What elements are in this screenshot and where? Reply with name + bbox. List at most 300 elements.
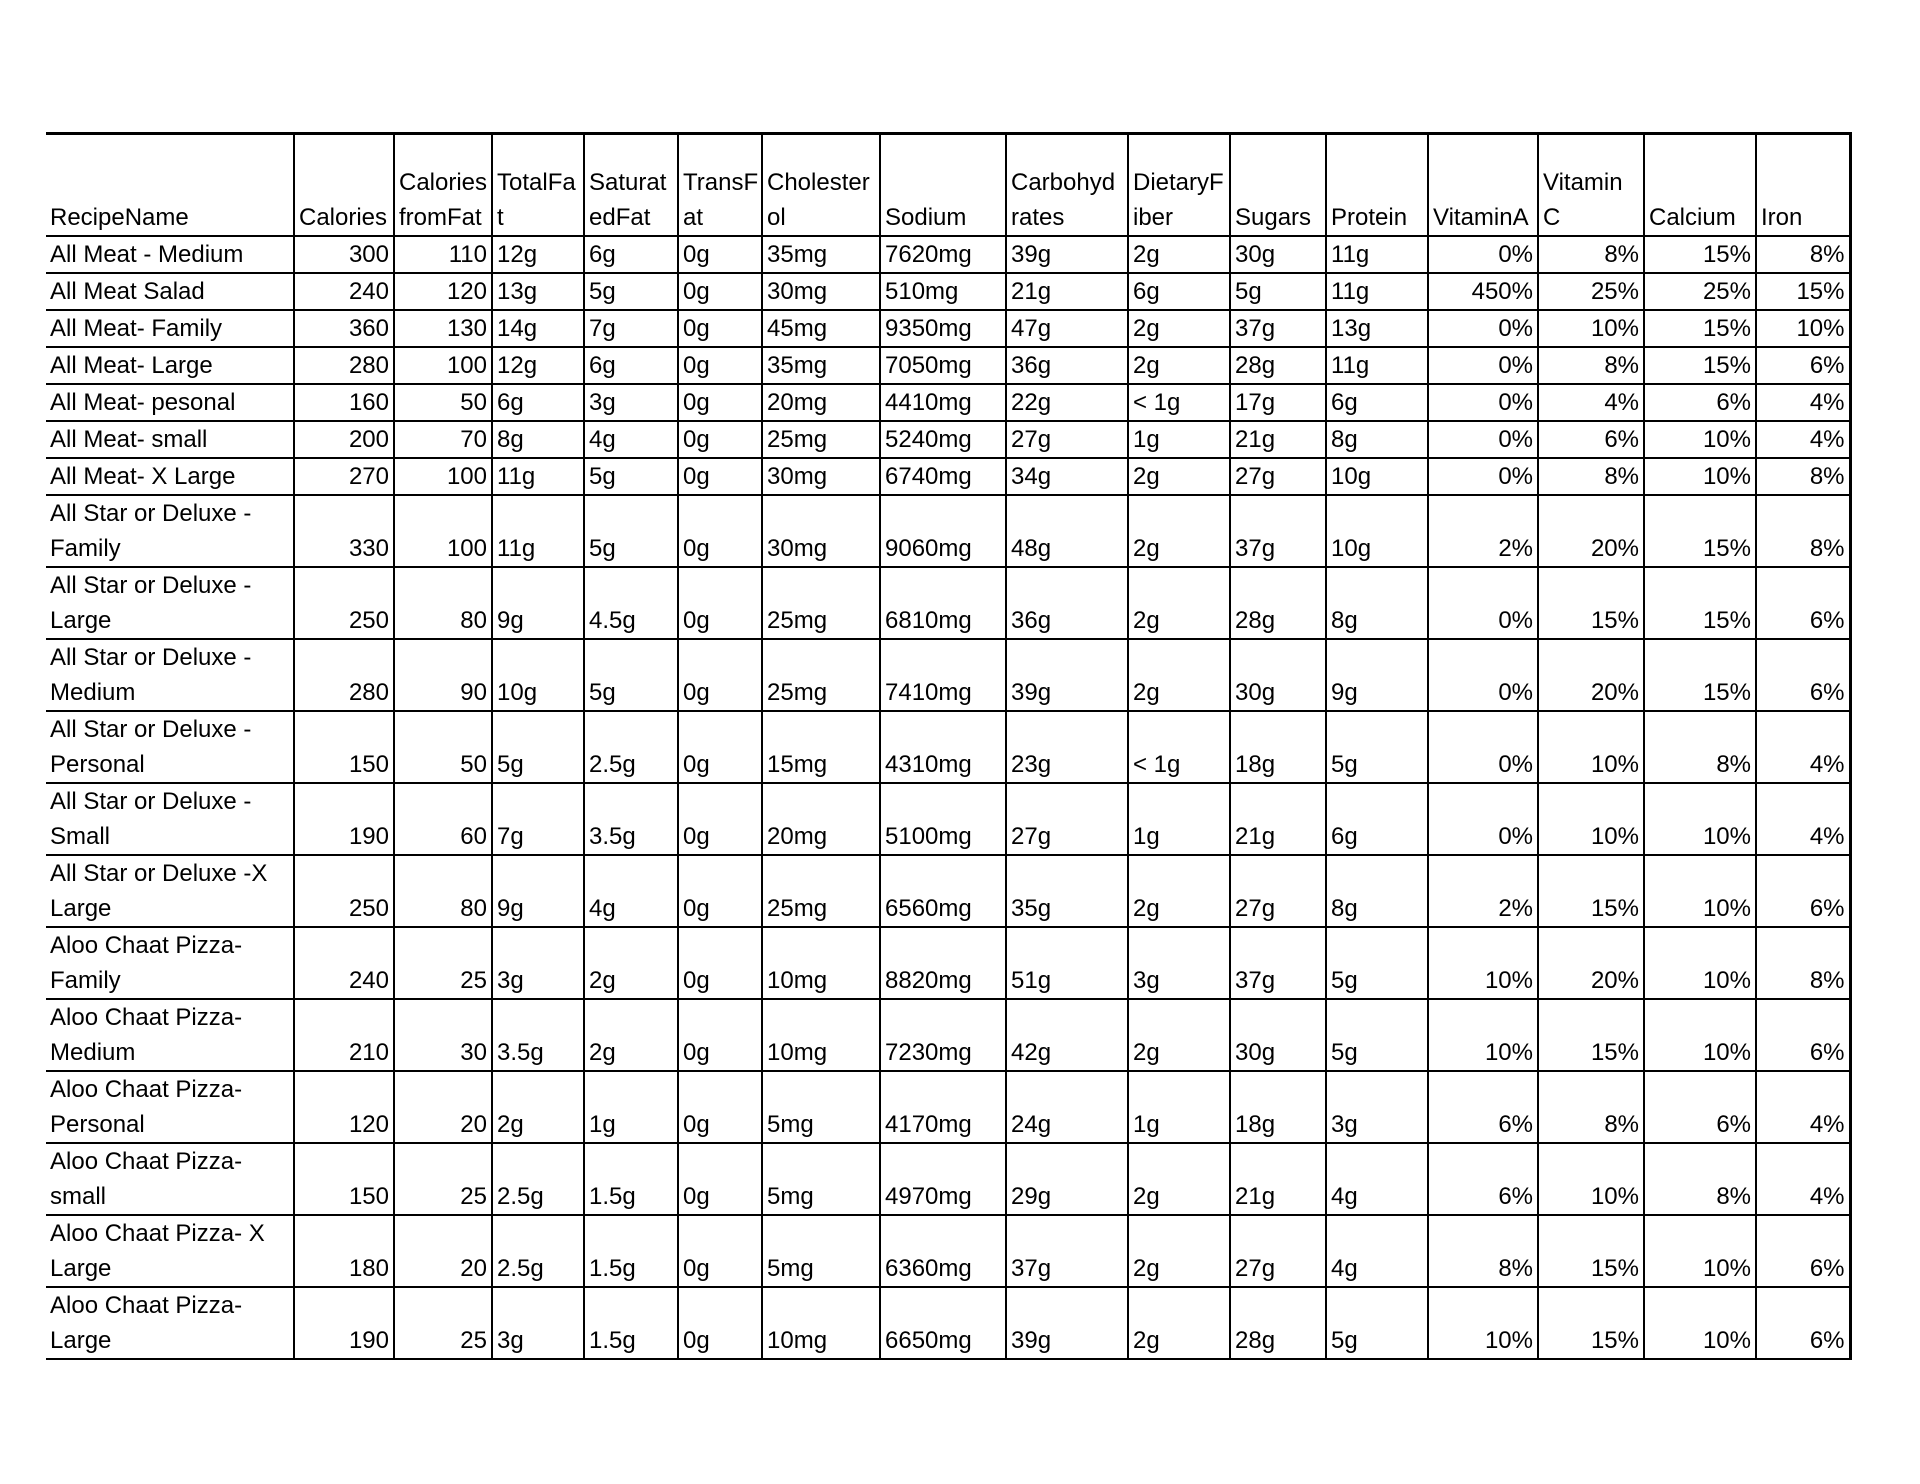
cell-saturated-fat: 6g bbox=[584, 347, 678, 384]
cell-sodium: 5240mg bbox=[880, 421, 1006, 458]
cell-protein: 6g bbox=[1326, 783, 1428, 855]
cell-recipe-name: All Meat- small bbox=[46, 421, 294, 458]
table-row bbox=[46, 1071, 1850, 1143]
cell-sodium: 4170mg bbox=[880, 1071, 1006, 1143]
cell-recipe-name: All Star or Deluxe -X Large bbox=[46, 855, 294, 927]
cell-iron: 4% bbox=[1756, 421, 1850, 458]
cell-trans-fat: 0g bbox=[678, 310, 762, 347]
table-row bbox=[46, 783, 1850, 855]
cell-carbohydrates: 29g bbox=[1006, 1143, 1128, 1215]
cell-sugars: 37g bbox=[1230, 310, 1326, 347]
cell-vitamin-c: 20% bbox=[1538, 927, 1644, 999]
cell-cholesterol: 10mg bbox=[762, 999, 880, 1071]
cell-calcium: 6% bbox=[1644, 1071, 1756, 1143]
cell-calories-from-fat: 20 bbox=[394, 1071, 492, 1143]
cell-calories: 240 bbox=[294, 273, 394, 310]
cell-vitamin-a: 0% bbox=[1428, 458, 1538, 495]
cell-calories: 250 bbox=[294, 855, 394, 927]
cell-calories-from-fat: 100 bbox=[394, 458, 492, 495]
table-row bbox=[46, 273, 1850, 310]
cell-total-fat: 12g bbox=[492, 347, 584, 384]
cell-calories-from-fat: 50 bbox=[394, 384, 492, 421]
cell-trans-fat: 0g bbox=[678, 927, 762, 999]
cell-recipe-name: All Star or Deluxe - Small bbox=[46, 783, 294, 855]
cell-recipe-name: Aloo Chaat Pizza- Personal bbox=[46, 1071, 294, 1143]
column-header-total-fat: TotalFa t bbox=[492, 134, 584, 237]
cell-carbohydrates: 36g bbox=[1006, 347, 1128, 384]
cell-dietary-fiber: 1g bbox=[1128, 1071, 1230, 1143]
cell-sugars: 5g bbox=[1230, 273, 1326, 310]
cell-vitamin-c: 15% bbox=[1538, 1215, 1644, 1287]
cell-trans-fat: 0g bbox=[678, 855, 762, 927]
nutrition-table-sheet bbox=[46, 132, 1850, 1360]
cell-cholesterol: 15mg bbox=[762, 711, 880, 783]
cell-protein: 9g bbox=[1326, 639, 1428, 711]
cell-carbohydrates: 22g bbox=[1006, 384, 1128, 421]
column-header-dietary-fiber: DietaryF iber bbox=[1128, 134, 1230, 237]
cell-iron: 15% bbox=[1756, 273, 1850, 310]
cell-carbohydrates: 39g bbox=[1006, 1287, 1128, 1359]
cell-iron: 6% bbox=[1756, 639, 1850, 711]
cell-saturated-fat: 1.5g bbox=[584, 1215, 678, 1287]
cell-calories: 240 bbox=[294, 927, 394, 999]
table-row bbox=[46, 1215, 1850, 1287]
cell-sodium: 4970mg bbox=[880, 1143, 1006, 1215]
cell-saturated-fat: 5g bbox=[584, 495, 678, 567]
cell-calories-from-fat: 25 bbox=[394, 927, 492, 999]
cell-dietary-fiber: 1g bbox=[1128, 421, 1230, 458]
cell-sodium: 8820mg bbox=[880, 927, 1006, 999]
cell-recipe-name: Aloo Chaat Pizza- Family bbox=[46, 927, 294, 999]
cell-cholesterol: 35mg bbox=[762, 347, 880, 384]
cell-cholesterol: 10mg bbox=[762, 927, 880, 999]
cell-carbohydrates: 21g bbox=[1006, 273, 1128, 310]
cell-calories-from-fat: 80 bbox=[394, 567, 492, 639]
cell-protein: 5g bbox=[1326, 927, 1428, 999]
cell-cholesterol: 30mg bbox=[762, 458, 880, 495]
cell-saturated-fat: 3g bbox=[584, 384, 678, 421]
cell-recipe-name: All Meat Salad bbox=[46, 273, 294, 310]
cell-vitamin-a: 450% bbox=[1428, 273, 1538, 310]
table-row bbox=[46, 1287, 1850, 1359]
cell-protein: 8g bbox=[1326, 567, 1428, 639]
cell-dietary-fiber: 2g bbox=[1128, 1215, 1230, 1287]
cell-dietary-fiber: 2g bbox=[1128, 458, 1230, 495]
cell-saturated-fat: 2g bbox=[584, 999, 678, 1071]
cell-cholesterol: 25mg bbox=[762, 421, 880, 458]
cell-calories: 300 bbox=[294, 236, 394, 273]
cell-calories: 200 bbox=[294, 421, 394, 458]
cell-protein: 5g bbox=[1326, 711, 1428, 783]
cell-total-fat: 3g bbox=[492, 927, 584, 999]
cell-sugars: 27g bbox=[1230, 1215, 1326, 1287]
cell-carbohydrates: 34g bbox=[1006, 458, 1128, 495]
cell-saturated-fat: 5g bbox=[584, 458, 678, 495]
table-row bbox=[46, 384, 1850, 421]
cell-calcium: 15% bbox=[1644, 495, 1756, 567]
cell-saturated-fat: 2.5g bbox=[584, 711, 678, 783]
cell-protein: 8g bbox=[1326, 855, 1428, 927]
cell-saturated-fat: 4g bbox=[584, 421, 678, 458]
cell-calcium: 10% bbox=[1644, 421, 1756, 458]
cell-recipe-name: All Star or Deluxe - Large bbox=[46, 567, 294, 639]
cell-sodium: 6650mg bbox=[880, 1287, 1006, 1359]
cell-sodium: 7620mg bbox=[880, 236, 1006, 273]
cell-protein: 4g bbox=[1326, 1143, 1428, 1215]
cell-calcium: 10% bbox=[1644, 855, 1756, 927]
cell-total-fat: 13g bbox=[492, 273, 584, 310]
cell-sugars: 30g bbox=[1230, 999, 1326, 1071]
cell-sugars: 21g bbox=[1230, 783, 1326, 855]
cell-total-fat: 6g bbox=[492, 384, 584, 421]
cell-cholesterol: 20mg bbox=[762, 783, 880, 855]
cell-vitamin-c: 8% bbox=[1538, 1071, 1644, 1143]
cell-vitamin-c: 10% bbox=[1538, 711, 1644, 783]
cell-calories: 180 bbox=[294, 1215, 394, 1287]
cell-calcium: 10% bbox=[1644, 927, 1756, 999]
cell-saturated-fat: 1.5g bbox=[584, 1143, 678, 1215]
cell-recipe-name: All Meat- Family bbox=[46, 310, 294, 347]
cell-vitamin-c: 25% bbox=[1538, 273, 1644, 310]
cell-iron: 6% bbox=[1756, 1215, 1850, 1287]
cell-trans-fat: 0g bbox=[678, 783, 762, 855]
table-row bbox=[46, 711, 1850, 783]
table-row bbox=[46, 236, 1850, 273]
cell-carbohydrates: 42g bbox=[1006, 999, 1128, 1071]
cell-calories-from-fat: 80 bbox=[394, 855, 492, 927]
cell-saturated-fat: 2g bbox=[584, 927, 678, 999]
cell-iron: 10% bbox=[1756, 310, 1850, 347]
cell-protein: 3g bbox=[1326, 1071, 1428, 1143]
cell-calories-from-fat: 60 bbox=[394, 783, 492, 855]
cell-calories: 280 bbox=[294, 347, 394, 384]
cell-calories: 270 bbox=[294, 458, 394, 495]
cell-sodium: 6740mg bbox=[880, 458, 1006, 495]
cell-sodium: 7050mg bbox=[880, 347, 1006, 384]
cell-total-fat: 2g bbox=[492, 1071, 584, 1143]
cell-sodium: 4310mg bbox=[880, 711, 1006, 783]
cell-trans-fat: 0g bbox=[678, 458, 762, 495]
column-header-vitamin-a: VitaminA bbox=[1428, 134, 1538, 237]
cell-recipe-name: All Meat - Medium bbox=[46, 236, 294, 273]
cell-calories-from-fat: 30 bbox=[394, 999, 492, 1071]
cell-recipe-name: All Meat- pesonal bbox=[46, 384, 294, 421]
cell-vitamin-a: 0% bbox=[1428, 711, 1538, 783]
cell-cholesterol: 25mg bbox=[762, 855, 880, 927]
cell-calcium: 15% bbox=[1644, 567, 1756, 639]
table-row bbox=[46, 347, 1850, 384]
cell-sugars: 17g bbox=[1230, 384, 1326, 421]
cell-sodium: 9060mg bbox=[880, 495, 1006, 567]
cell-vitamin-c: 20% bbox=[1538, 495, 1644, 567]
cell-iron: 4% bbox=[1756, 783, 1850, 855]
column-header-calories: Calories bbox=[294, 134, 394, 237]
cell-cholesterol: 30mg bbox=[762, 495, 880, 567]
cell-sodium: 7230mg bbox=[880, 999, 1006, 1071]
cell-carbohydrates: 23g bbox=[1006, 711, 1128, 783]
cell-dietary-fiber: 6g bbox=[1128, 273, 1230, 310]
cell-recipe-name: Aloo Chaat Pizza- small bbox=[46, 1143, 294, 1215]
cell-protein: 11g bbox=[1326, 273, 1428, 310]
cell-dietary-fiber: < 1g bbox=[1128, 384, 1230, 421]
cell-sugars: 27g bbox=[1230, 458, 1326, 495]
cell-cholesterol: 5mg bbox=[762, 1071, 880, 1143]
cell-cholesterol: 35mg bbox=[762, 236, 880, 273]
cell-trans-fat: 0g bbox=[678, 384, 762, 421]
cell-trans-fat: 0g bbox=[678, 1143, 762, 1215]
cell-cholesterol: 25mg bbox=[762, 567, 880, 639]
cell-trans-fat: 0g bbox=[678, 495, 762, 567]
cell-cholesterol: 25mg bbox=[762, 639, 880, 711]
cell-calcium: 10% bbox=[1644, 1287, 1756, 1359]
column-header-protein: Protein bbox=[1326, 134, 1428, 237]
cell-vitamin-c: 8% bbox=[1538, 347, 1644, 384]
cell-recipe-name: All Star or Deluxe - Personal bbox=[46, 711, 294, 783]
cell-recipe-name: All Star or Deluxe - Medium bbox=[46, 639, 294, 711]
cell-trans-fat: 0g bbox=[678, 567, 762, 639]
cell-vitamin-c: 15% bbox=[1538, 1287, 1644, 1359]
cell-total-fat: 2.5g bbox=[492, 1143, 584, 1215]
cell-calories-from-fat: 20 bbox=[394, 1215, 492, 1287]
cell-calories-from-fat: 100 bbox=[394, 495, 492, 567]
cell-protein: 5g bbox=[1326, 1287, 1428, 1359]
cell-trans-fat: 0g bbox=[678, 236, 762, 273]
table-row bbox=[46, 999, 1850, 1071]
cell-total-fat: 5g bbox=[492, 711, 584, 783]
cell-calcium: 6% bbox=[1644, 384, 1756, 421]
cell-vitamin-c: 15% bbox=[1538, 999, 1644, 1071]
cell-calcium: 10% bbox=[1644, 458, 1756, 495]
cell-vitamin-c: 10% bbox=[1538, 1143, 1644, 1215]
cell-carbohydrates: 24g bbox=[1006, 1071, 1128, 1143]
cell-vitamin-a: 0% bbox=[1428, 421, 1538, 458]
cell-recipe-name: All Star or Deluxe - Family bbox=[46, 495, 294, 567]
cell-total-fat: 7g bbox=[492, 783, 584, 855]
cell-dietary-fiber: 3g bbox=[1128, 927, 1230, 999]
cell-total-fat: 11g bbox=[492, 458, 584, 495]
cell-iron: 8% bbox=[1756, 236, 1850, 273]
cell-recipe-name: Aloo Chaat Pizza- Medium bbox=[46, 999, 294, 1071]
table-row bbox=[46, 927, 1850, 999]
cell-calories: 330 bbox=[294, 495, 394, 567]
column-header-trans-fat: TransF at bbox=[678, 134, 762, 237]
cell-dietary-fiber: 2g bbox=[1128, 1287, 1230, 1359]
column-header-sodium: Sodium bbox=[880, 134, 1006, 237]
cell-calcium: 8% bbox=[1644, 1143, 1756, 1215]
cell-vitamin-a: 0% bbox=[1428, 310, 1538, 347]
cell-protein: 11g bbox=[1326, 236, 1428, 273]
cell-iron: 4% bbox=[1756, 384, 1850, 421]
cell-vitamin-c: 10% bbox=[1538, 783, 1644, 855]
cell-cholesterol: 10mg bbox=[762, 1287, 880, 1359]
cell-calories: 120 bbox=[294, 1071, 394, 1143]
cell-dietary-fiber: 2g bbox=[1128, 567, 1230, 639]
cell-recipe-name: Aloo Chaat Pizza- Large bbox=[46, 1287, 294, 1359]
cell-dietary-fiber: 2g bbox=[1128, 310, 1230, 347]
cell-protein: 4g bbox=[1326, 1215, 1428, 1287]
cell-calories: 150 bbox=[294, 1143, 394, 1215]
cell-vitamin-c: 15% bbox=[1538, 855, 1644, 927]
cell-calories: 190 bbox=[294, 783, 394, 855]
cell-saturated-fat: 4.5g bbox=[584, 567, 678, 639]
column-header-calories-from-fat: Calories fromFat bbox=[394, 134, 492, 237]
cell-calcium: 10% bbox=[1644, 1215, 1756, 1287]
table-row bbox=[46, 1143, 1850, 1215]
cell-iron: 4% bbox=[1756, 1143, 1850, 1215]
cell-iron: 4% bbox=[1756, 711, 1850, 783]
cell-sugars: 30g bbox=[1230, 639, 1326, 711]
cell-total-fat: 9g bbox=[492, 567, 584, 639]
cell-calcium: 10% bbox=[1644, 783, 1756, 855]
cell-calcium: 15% bbox=[1644, 639, 1756, 711]
cell-calories: 360 bbox=[294, 310, 394, 347]
cell-carbohydrates: 39g bbox=[1006, 236, 1128, 273]
cell-carbohydrates: 27g bbox=[1006, 783, 1128, 855]
cell-trans-fat: 0g bbox=[678, 711, 762, 783]
cell-iron: 6% bbox=[1756, 1287, 1850, 1359]
cell-vitamin-c: 8% bbox=[1538, 458, 1644, 495]
cell-protein: 5g bbox=[1326, 999, 1428, 1071]
cell-sugars: 18g bbox=[1230, 1071, 1326, 1143]
cell-protein: 6g bbox=[1326, 384, 1428, 421]
table-row bbox=[46, 855, 1850, 927]
column-header-sugars: Sugars bbox=[1230, 134, 1326, 237]
cell-sodium: 9350mg bbox=[880, 310, 1006, 347]
cell-calories-from-fat: 90 bbox=[394, 639, 492, 711]
cell-sodium: 6810mg bbox=[880, 567, 1006, 639]
cell-sodium: 5100mg bbox=[880, 783, 1006, 855]
cell-protein: 10g bbox=[1326, 495, 1428, 567]
cell-vitamin-a: 0% bbox=[1428, 347, 1538, 384]
cell-dietary-fiber: 2g bbox=[1128, 495, 1230, 567]
cell-saturated-fat: 1g bbox=[584, 1071, 678, 1143]
cell-trans-fat: 0g bbox=[678, 639, 762, 711]
column-header-saturated-fat: Saturat edFat bbox=[584, 134, 678, 237]
table-row bbox=[46, 421, 1850, 458]
cell-calories-from-fat: 50 bbox=[394, 711, 492, 783]
cell-vitamin-a: 2% bbox=[1428, 855, 1538, 927]
cell-calories-from-fat: 25 bbox=[394, 1287, 492, 1359]
table-row bbox=[46, 458, 1850, 495]
cell-vitamin-a: 8% bbox=[1428, 1215, 1538, 1287]
cell-cholesterol: 5mg bbox=[762, 1143, 880, 1215]
cell-dietary-fiber: 2g bbox=[1128, 639, 1230, 711]
cell-iron: 8% bbox=[1756, 927, 1850, 999]
cell-vitamin-a: 6% bbox=[1428, 1143, 1538, 1215]
cell-saturated-fat: 1.5g bbox=[584, 1287, 678, 1359]
cell-vitamin-a: 10% bbox=[1428, 1287, 1538, 1359]
cell-sugars: 27g bbox=[1230, 855, 1326, 927]
cell-calories: 160 bbox=[294, 384, 394, 421]
table-row bbox=[46, 639, 1850, 711]
cell-carbohydrates: 37g bbox=[1006, 1215, 1128, 1287]
table-row bbox=[46, 567, 1850, 639]
table-row bbox=[46, 310, 1850, 347]
cell-sodium: 6560mg bbox=[880, 855, 1006, 927]
cell-carbohydrates: 39g bbox=[1006, 639, 1128, 711]
cell-calories-from-fat: 130 bbox=[394, 310, 492, 347]
cell-calcium: 15% bbox=[1644, 347, 1756, 384]
nutrition-table bbox=[46, 132, 1852, 1360]
cell-carbohydrates: 27g bbox=[1006, 421, 1128, 458]
cell-trans-fat: 0g bbox=[678, 273, 762, 310]
cell-total-fat: 12g bbox=[492, 236, 584, 273]
cell-trans-fat: 0g bbox=[678, 999, 762, 1071]
cell-trans-fat: 0g bbox=[678, 421, 762, 458]
cell-carbohydrates: 35g bbox=[1006, 855, 1128, 927]
cell-iron: 6% bbox=[1756, 855, 1850, 927]
cell-total-fat: 8g bbox=[492, 421, 584, 458]
cell-iron: 6% bbox=[1756, 347, 1850, 384]
cell-calories: 250 bbox=[294, 567, 394, 639]
cell-total-fat: 2.5g bbox=[492, 1215, 584, 1287]
cell-calcium: 15% bbox=[1644, 310, 1756, 347]
cell-sugars: 37g bbox=[1230, 495, 1326, 567]
cell-iron: 8% bbox=[1756, 495, 1850, 567]
cell-carbohydrates: 36g bbox=[1006, 567, 1128, 639]
cell-vitamin-a: 10% bbox=[1428, 999, 1538, 1071]
cell-vitamin-a: 10% bbox=[1428, 927, 1538, 999]
cell-cholesterol: 30mg bbox=[762, 273, 880, 310]
cell-sugars: 18g bbox=[1230, 711, 1326, 783]
column-header-iron: Iron bbox=[1756, 134, 1850, 237]
cell-dietary-fiber: 2g bbox=[1128, 1143, 1230, 1215]
cell-calcium: 25% bbox=[1644, 273, 1756, 310]
cell-saturated-fat: 4g bbox=[584, 855, 678, 927]
cell-sugars: 28g bbox=[1230, 347, 1326, 384]
cell-recipe-name: Aloo Chaat Pizza- X Large bbox=[46, 1215, 294, 1287]
cell-dietary-fiber: 2g bbox=[1128, 855, 1230, 927]
cell-carbohydrates: 47g bbox=[1006, 310, 1128, 347]
cell-calories: 210 bbox=[294, 999, 394, 1071]
cell-vitamin-a: 0% bbox=[1428, 639, 1538, 711]
cell-sugars: 28g bbox=[1230, 1287, 1326, 1359]
column-header-calcium: Calcium bbox=[1644, 134, 1756, 237]
cell-vitamin-a: 0% bbox=[1428, 236, 1538, 273]
cell-trans-fat: 0g bbox=[678, 1287, 762, 1359]
cell-carbohydrates: 51g bbox=[1006, 927, 1128, 999]
cell-total-fat: 14g bbox=[492, 310, 584, 347]
cell-sodium: 4410mg bbox=[880, 384, 1006, 421]
cell-sugars: 21g bbox=[1230, 1143, 1326, 1215]
cell-dietary-fiber: 2g bbox=[1128, 347, 1230, 384]
column-header-cholesterol: Cholester ol bbox=[762, 134, 880, 237]
cell-protein: 11g bbox=[1326, 347, 1428, 384]
cell-total-fat: 11g bbox=[492, 495, 584, 567]
cell-dietary-fiber: 2g bbox=[1128, 236, 1230, 273]
column-header-recipename: RecipeName bbox=[46, 134, 294, 237]
cell-saturated-fat: 7g bbox=[584, 310, 678, 347]
cell-recipe-name: All Meat- Large bbox=[46, 347, 294, 384]
cell-total-fat: 10g bbox=[492, 639, 584, 711]
cell-sugars: 37g bbox=[1230, 927, 1326, 999]
cell-trans-fat: 0g bbox=[678, 1215, 762, 1287]
cell-vitamin-a: 2% bbox=[1428, 495, 1538, 567]
column-header-carbohydrates: Carbohyd rates bbox=[1006, 134, 1128, 237]
cell-carbohydrates: 48g bbox=[1006, 495, 1128, 567]
cell-sodium: 510mg bbox=[880, 273, 1006, 310]
cell-sugars: 28g bbox=[1230, 567, 1326, 639]
cell-iron: 6% bbox=[1756, 999, 1850, 1071]
cell-trans-fat: 0g bbox=[678, 1071, 762, 1143]
cell-vitamin-c: 6% bbox=[1538, 421, 1644, 458]
cell-saturated-fat: 3.5g bbox=[584, 783, 678, 855]
cell-vitamin-a: 0% bbox=[1428, 567, 1538, 639]
cell-total-fat: 3g bbox=[492, 1287, 584, 1359]
cell-saturated-fat: 5g bbox=[584, 273, 678, 310]
cell-sodium: 6360mg bbox=[880, 1215, 1006, 1287]
cell-iron: 4% bbox=[1756, 1071, 1850, 1143]
